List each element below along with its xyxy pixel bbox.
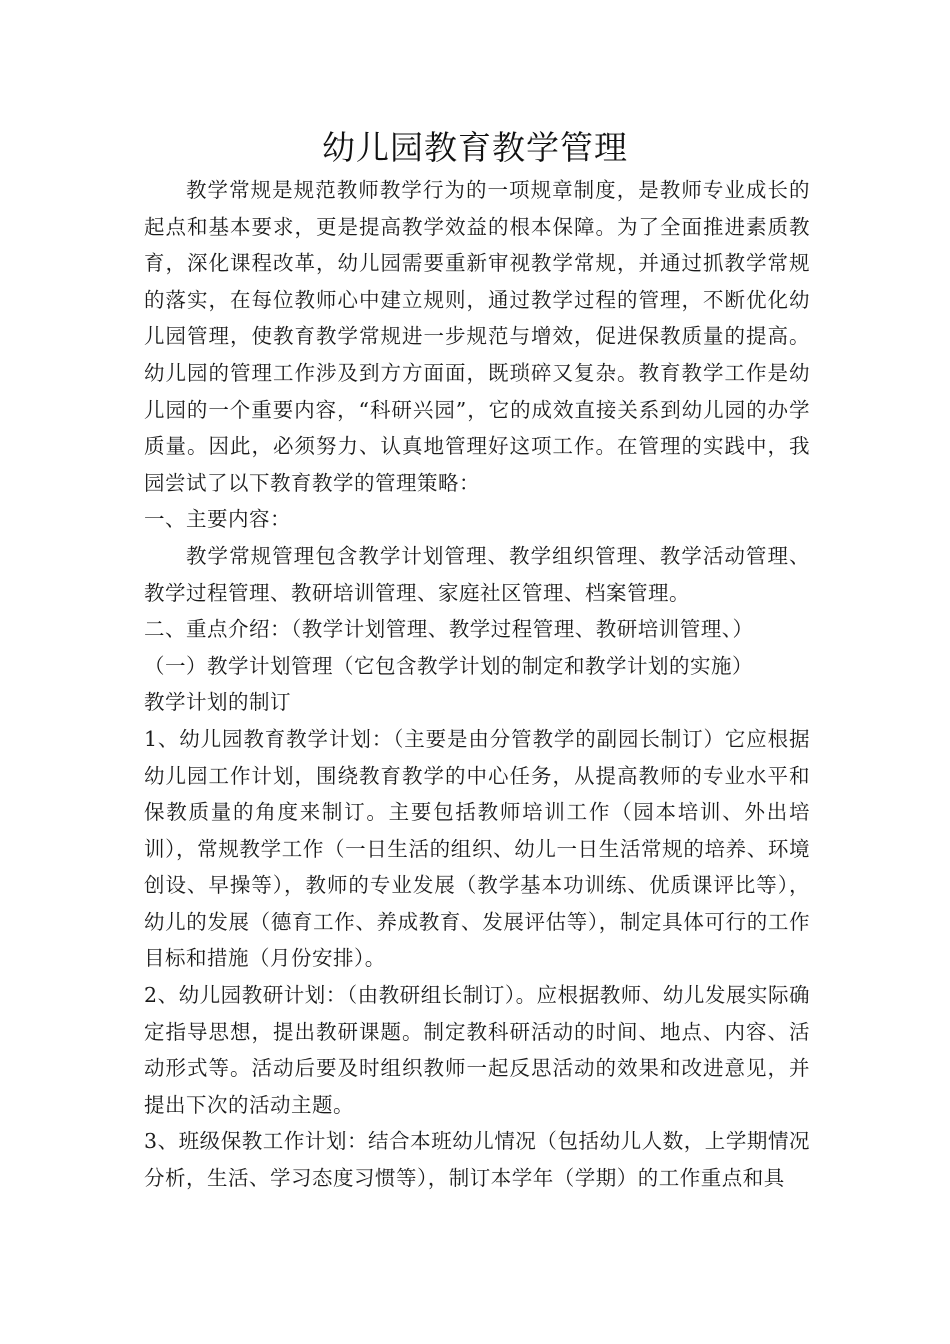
- list-item-class-plan: 3、班级保教工作计划：结合本班幼儿情况（包括幼儿人数，上学期情况分析，生活、学习态度习惯等），制订本学年（学期）的工作重点和具: [144, 1129, 810, 1191]
- page-title: 幼儿园教育教学管理: [322, 128, 628, 167]
- section-heading-main-content: 一、主要内容：: [144, 507, 291, 532]
- subsection-heading-plan-formulation: 教学计划的制订: [144, 690, 291, 715]
- list-item-kindergarten-plan: 1、幼儿园教育教学计划：（主要是由分管教学的副园长制订）它应根据幼儿园工作计划，围绕教育教学的中心任务，从提高教师的专业水平和保教质量的角度来制订。主要包括教师培训工作（园本培训、外出培训），常规教学工作（一日生活的组织、幼儿一日生活常规的培养、环境创设、早操等），教师的专业发展（教学基本功训练、优质课评比等），幼儿的发展（德育工作、养成教育、发展评估等），制定具体可行的工作目标和措施（月份安排）。: [144, 726, 810, 971]
- subsection-heading-plan-management: （一）教学计划管理（它包含教学计划的制定和教学计划的实施）: [144, 653, 753, 678]
- intro-paragraph: 教学常规是规范教师教学行为的一项规章制度，是教师专业成长的起点和基本要求，更是提高教学效益的根本保障。为了全面推进素质教育，深化课程改革，幼儿园需要重新审视教学常规，并通过抓教学常规的落实，在每位教师心中建立规则，通过教学过程的管理，不断优化幼儿园管理，使教育教学常规进一步规范与增效，促进保教质量的提高。幼儿园的管理工作涉及到方方面面，既琐碎又复杂。教育教学工作是幼儿园的一个重要内容，“科研兴园”，它的成效直接关系到幼儿园的办学质量。因此，必须努力、认真地管理好这项工作。在管理的实践中，我园尝试了以下教育教学的管理策略：: [144, 178, 810, 495]
- main-content-paragraph: 教学常规管理包含教学计划管理、教学组织管理、教学活动管理、教学过程管理、教研培训管理、家庭社区管理、档案管理。: [144, 543, 810, 605]
- document-body: [144, 172, 810, 1197]
- list-item-research-plan: 2、幼儿园教研计划：（由教研组长制订）。应根据教师、幼儿发展实际确定指导思想，提出教研课题。制定教科研活动的时间、地点、内容、活动形式等。活动后要及时组织教师一起反思活动的效果和改进意见，并提出下次的活动主题。: [144, 983, 810, 1117]
- section-heading-key-points: 二、重点介绍：（教学计划管理、教学过程管理、教研培训管理、）: [144, 617, 754, 642]
